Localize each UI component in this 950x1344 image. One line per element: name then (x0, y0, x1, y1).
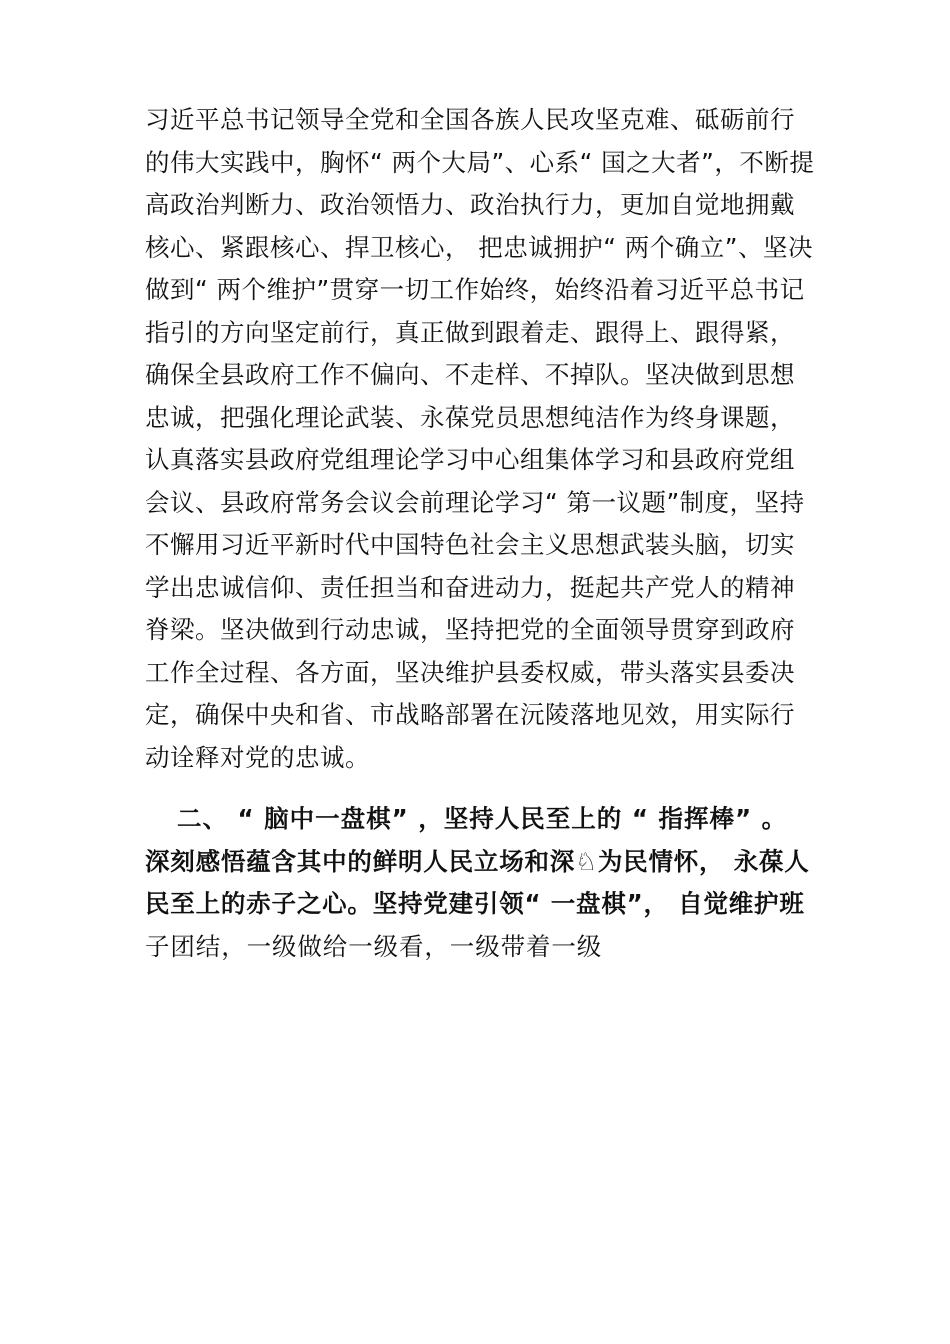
paragraph-line: 的伟大实践中，胸怀“ 两个大局”、心系“ 国之大者”，不断提 (145, 147, 815, 177)
paragraph-line: 高政治判断力、政治领悟力、政治执行力，更加自觉地拥戴 (145, 190, 795, 219)
bold-lead-line: 深刻感悟蕴含其中的鲜明人民立场和深♘为民情怀， 永葆人 (145, 846, 810, 876)
paragraph-line: 会议、县政府常务会议会前理论学习“ 第一议题”制度，坚持 (145, 487, 805, 517)
bold-lead-line: 民至上的赤子之心。坚持党建引领“ 一盘棋”， 自觉维护班 (145, 889, 805, 918)
paragraph-line: 指引的方向坚定前行，真正做到跟着走、跟得上、跟得紧， (145, 317, 795, 347)
paragraph-line: 脊梁。坚决做到行动忠诚，坚持把党的全面领导贯穿到政府 (145, 615, 795, 644)
paragraph-line: 确保全县政府工作不偏向、不走样、不掉队。坚决做到思想 (145, 360, 795, 389)
body-paragraph (145, 99, 825, 779)
paragraph-line: 不懈用习近平新时代中国特色社会主义思想武装头脑，切实 (145, 530, 795, 559)
paragraph-line: 做到“ 两个维护”贯穿一切工作始终，始终沿着习近平总书记 (145, 275, 805, 304)
paragraph-line: 核心、紧跟核心、捍卫核心， 把忠诚拥护“ 两个确立”、坚决 (145, 232, 813, 262)
paragraph-line: 定，确保中央和省、市战略部署在沅陵落地见效，用实际行 (145, 700, 795, 729)
paragraph-line: 忠诚，把强化理论武装、永葆党员思想纯洁作为终身课题， (145, 402, 795, 432)
paragraph-line: 工作全过程、各方面，坚决维护县委权威，带头落实县委决 (145, 657, 795, 687)
paragraph-line: 认真落实县政府党组理论学习中心组集体学习和县政府党组 (145, 445, 795, 474)
paragraph-line: 子团结，一级做给一级看，一级带着一级 (145, 931, 603, 961)
section-heading: 二、 “ 脑中一盘棋” ，坚持人民至上的 “ 指挥棒” 。 (177, 804, 788, 833)
section-two (145, 798, 825, 968)
paragraph-line: 习近平总书记领导全党和全国各族人民攻坚克难、砥砺前行 (145, 105, 795, 134)
paragraph-line: 动诠释对党的忠诚。 (145, 742, 370, 772)
paragraph-line: 学出忠诚信仰、责任担当和奋进动力，挺起共产党人的精神 (145, 572, 795, 602)
